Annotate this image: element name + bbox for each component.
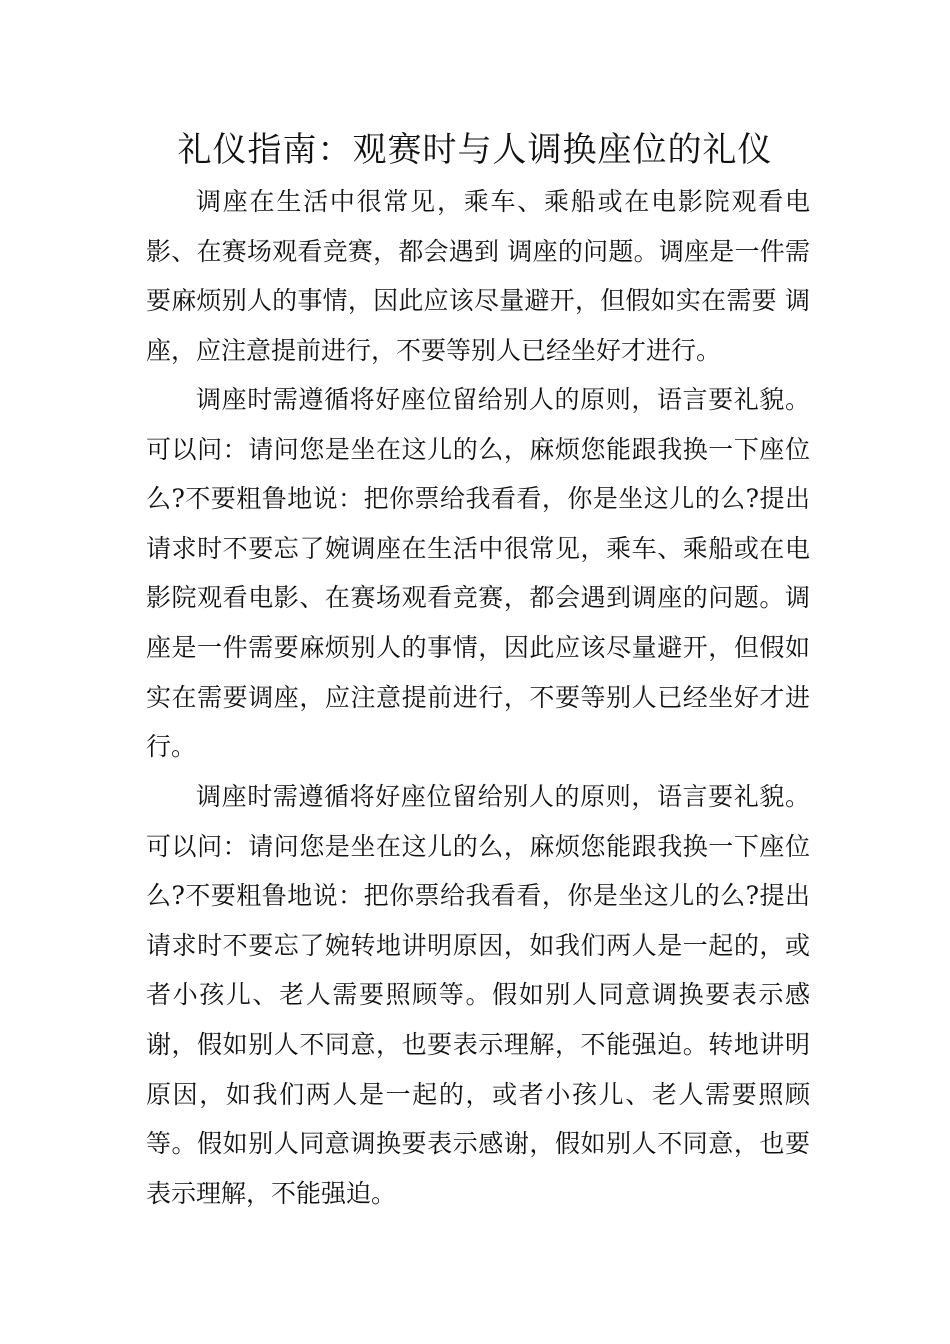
paragraph-2: 调座时需遵循将好座位留给别人的原则，语言要礼貌。可以问：请问您是坐在这儿的么，麻烦您能跟我换一下座位么?不要粗鲁地说：把你票给我看看，你是坐这儿的么?提出请求时不要忘了婉调座在生活中很常见，乘车、乘船或在电影院观看电影、在赛场观看竞赛，都会遇到调座的问题。调座是一件需要麻烦别人的事情，因此应该尽量避开，但假如实在需要调座，应注意提前进行，不要等别人已经坐好才进行。 <box>146 385 810 762</box>
paragraph-2-block <box>146 375 810 772</box>
paragraph-3: 调座时需遵循将好座位留给别人的原则，语言要礼貌。可以问：请问您是坐在这儿的么，麻烦您能跟我换一下座位么?不要粗鲁地说：把你票给我看看，你是坐这儿的么?提出请求时不要忘了婉转地讲明原因，如我们两人是一起的，或者小孩儿、老人需要照顾等。假如别人同意调换要表示感谢，假如别人不同意，也要表示理解，不能强迫。转地讲明原因，如我们两人是一起的，或者小孩儿、老人需要照顾等。假如别人同意调换要表示感谢，假如别人不同意，也要表示理解，不能强迫。 <box>146 782 810 1208</box>
document-title: 礼仪指南：观赛时与人调换座位的礼仪 <box>177 130 773 170</box>
paragraph-1-block <box>146 177 810 375</box>
paragraph-1: 调座在生活中很常见，乘车、乘船或在电影院观看电影、在赛场观看竞赛，都会遇到 调座的问题。调座是一件需要麻烦别人的事情，因此应该尽量避开，但假如实在需要 调座，应注意提前进行，不要等别人已经坐好才进行。 <box>146 187 810 365</box>
paragraph-3-block <box>146 772 810 1218</box>
